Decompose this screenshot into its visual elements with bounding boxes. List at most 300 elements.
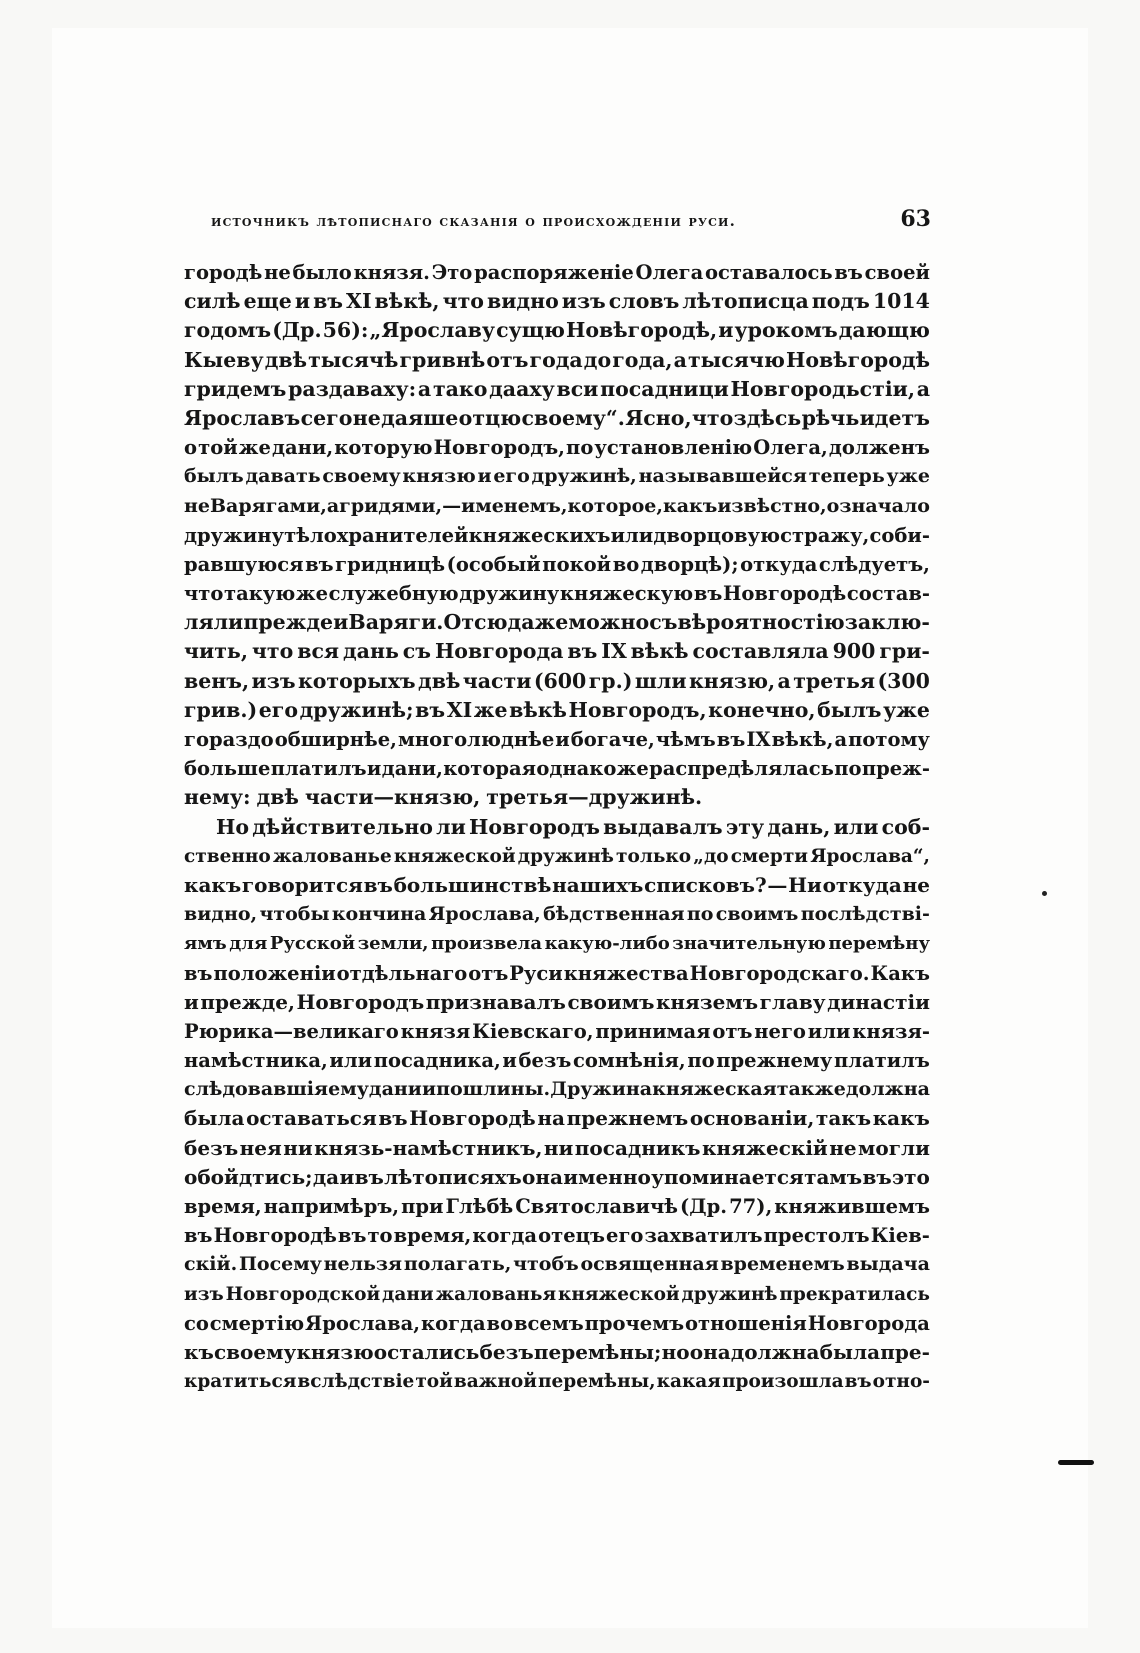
- text-line: [184, 346, 930, 375]
- word: словъ: [608, 289, 680, 314]
- word: покой: [542, 552, 612, 576]
- word: дружинѣ;: [299, 697, 414, 722]
- word: время,: [393, 1224, 472, 1248]
- word: князь-намѣстникъ,: [314, 1135, 543, 1160]
- word: послѣдстві-: [800, 903, 930, 926]
- word: вѣкѣ: [630, 639, 689, 664]
- word: гр.): [588, 668, 633, 693]
- text-line: [184, 1367, 930, 1396]
- word: князю,: [688, 668, 776, 693]
- text-line: [184, 1046, 930, 1075]
- word: Ярослава“,: [810, 845, 930, 867]
- word: многолюднѣе: [397, 728, 555, 751]
- word: соби-: [869, 523, 930, 547]
- word: не: [829, 1135, 857, 1160]
- word: гридемъ: [184, 376, 287, 401]
- word: и: [718, 318, 734, 343]
- word: династіи: [827, 989, 930, 1014]
- word: изъ: [184, 1283, 224, 1305]
- word: ли: [436, 814, 466, 839]
- word: откуда: [740, 552, 818, 576]
- word: 56):: [322, 318, 369, 343]
- word: съ: [402, 639, 432, 664]
- word: которое,: [567, 494, 663, 517]
- word: Новгородъ,: [433, 436, 565, 460]
- word: прежде: [243, 610, 334, 635]
- word: двѣ: [256, 785, 299, 810]
- word: она: [522, 1164, 563, 1189]
- word: въ: [337, 1224, 367, 1248]
- word: была: [184, 1106, 245, 1131]
- word: равшуюся: [184, 552, 304, 576]
- word: гривнѣ: [399, 347, 486, 372]
- word: тѣлохранителей: [284, 523, 469, 547]
- word: урокомъ: [734, 318, 838, 343]
- word: лѣтописяхъ: [384, 1164, 522, 1189]
- word: признавалъ: [425, 989, 566, 1014]
- word: составляла: [692, 639, 829, 664]
- word: посадникъ: [574, 1135, 701, 1160]
- word: 77),: [729, 1195, 773, 1218]
- word: Олега: [635, 261, 704, 284]
- word: престолъ: [763, 1224, 870, 1248]
- word: съ: [649, 610, 678, 635]
- word: раздаваху:: [288, 376, 417, 401]
- word: Русской: [269, 933, 356, 955]
- word: главу: [759, 989, 826, 1014]
- word: была: [819, 1339, 881, 1364]
- text-line: [184, 579, 930, 608]
- word: должна: [730, 1339, 820, 1364]
- word: къ: [184, 1339, 214, 1364]
- word: дань,: [767, 814, 831, 839]
- word: что: [442, 289, 484, 314]
- word: прекратилась: [779, 1283, 930, 1305]
- word: отношенія: [685, 1311, 807, 1335]
- word: въ: [184, 1224, 213, 1248]
- running-title: источникъ лѣтописнаго сказанія о происхожденіи руси.: [211, 212, 737, 230]
- word: Новгородской: [225, 1283, 381, 1305]
- word: дружинѣ,: [531, 465, 637, 488]
- word: нашихъ: [552, 872, 644, 897]
- word: богаче,: [570, 728, 655, 751]
- word: въ: [567, 639, 598, 664]
- word: перемѣну: [828, 933, 930, 955]
- word: Ясно,: [625, 405, 692, 430]
- word: нему:: [184, 785, 251, 810]
- word: лѣтописца: [682, 289, 809, 314]
- word: отъ: [486, 347, 529, 372]
- word: такую: [224, 582, 296, 606]
- word: его: [606, 1224, 644, 1248]
- word: XI: [446, 697, 473, 722]
- word: выдача: [846, 1253, 930, 1276]
- text-line: [184, 1221, 930, 1250]
- word: своимъ: [715, 903, 799, 926]
- word: силѣ: [184, 289, 241, 314]
- word: Ярослава,: [305, 1311, 421, 1335]
- word: отъ: [712, 1019, 753, 1043]
- text-line: [184, 667, 930, 696]
- word: прежнему: [716, 1049, 833, 1073]
- word: гри-: [879, 639, 930, 664]
- word: произошла: [721, 1371, 844, 1393]
- word: части—князю,: [304, 785, 481, 810]
- word: оставаться: [246, 1106, 377, 1131]
- text-line: [184, 462, 930, 491]
- word: или: [329, 1049, 373, 1073]
- word: бѣдственная: [543, 903, 685, 926]
- word: по: [834, 757, 862, 781]
- text-line: [184, 871, 930, 900]
- word: дани: [368, 1078, 422, 1101]
- word: больше: [184, 757, 271, 781]
- word: той: [198, 436, 238, 460]
- word: прежнемъ: [566, 1106, 689, 1131]
- word: Новгородьстіи,: [730, 376, 915, 401]
- word: какъ: [184, 872, 242, 897]
- word: XI: [346, 289, 372, 314]
- word: Новгородскаго.: [689, 961, 870, 985]
- word: не: [184, 494, 210, 517]
- word: былъ: [817, 697, 882, 722]
- word: перемѣны,: [537, 1371, 656, 1393]
- word: установленію: [594, 436, 753, 460]
- word: Но: [216, 814, 250, 839]
- word: было: [292, 261, 352, 284]
- word: а: [777, 668, 791, 693]
- word: кончина: [331, 903, 427, 926]
- text-line: [184, 433, 930, 462]
- word: Новгородѣ: [213, 1224, 337, 1248]
- word: изъ: [561, 289, 606, 314]
- word: дворцовую: [653, 523, 781, 547]
- text-line: [184, 1017, 930, 1046]
- word: но: [661, 1339, 690, 1364]
- text-line: [184, 1163, 930, 1192]
- word: какъ: [872, 1106, 930, 1131]
- word: отцю: [458, 405, 522, 430]
- word: изъ: [251, 668, 296, 693]
- word: князя.: [353, 261, 430, 284]
- word: IX: [746, 728, 771, 751]
- word: грив.): [184, 697, 258, 722]
- word: же: [616, 757, 649, 781]
- word: и: [502, 1049, 517, 1073]
- word: только: [616, 845, 692, 867]
- word: уже: [883, 697, 930, 722]
- word: Это: [431, 261, 473, 284]
- word: Какъ: [870, 961, 930, 985]
- word: вѣроятностію: [677, 610, 845, 635]
- word: а: [326, 494, 340, 517]
- word: конечно,: [708, 697, 816, 722]
- word: платилъ: [833, 1049, 930, 1073]
- word: (600: [533, 668, 587, 693]
- word: когда: [472, 1224, 538, 1248]
- word: состав-: [846, 582, 930, 606]
- text-line: [184, 754, 930, 783]
- word: (Др.: [272, 318, 322, 343]
- word: въ: [834, 261, 863, 284]
- word: въ: [862, 1164, 892, 1189]
- word: преж-: [861, 757, 930, 781]
- word: двѣ: [418, 668, 461, 693]
- word: той: [415, 1371, 453, 1393]
- paragraph-1: [184, 258, 930, 813]
- word: распредѣлялась: [649, 757, 834, 781]
- word: своимъ: [567, 989, 655, 1014]
- text-line: [184, 492, 930, 521]
- word: или: [807, 1019, 851, 1043]
- word: захватилъ: [644, 1224, 763, 1248]
- word: произвела: [431, 933, 543, 955]
- word: что: [251, 639, 294, 664]
- word: и: [184, 989, 199, 1014]
- word: князя-: [852, 1019, 930, 1043]
- text-line: [184, 1075, 930, 1104]
- word: или: [610, 523, 654, 547]
- word: Варягами,: [210, 494, 327, 517]
- word: (особый: [446, 552, 541, 576]
- word: однако: [536, 757, 617, 781]
- word: въ: [305, 552, 334, 576]
- word: платилъ: [270, 757, 367, 781]
- word: смертію: [209, 1311, 305, 1335]
- word: въ: [415, 697, 446, 722]
- word: обойдтись;: [184, 1164, 313, 1189]
- word: отдѣльнаго: [336, 961, 468, 985]
- text-line: [184, 1250, 930, 1279]
- word: намѣстника,: [184, 1049, 328, 1073]
- text-line: [184, 1192, 930, 1221]
- word: Новгородъ,: [568, 697, 707, 722]
- word: и: [477, 465, 492, 488]
- word: Олега,: [753, 436, 828, 460]
- word: тысячѣ: [308, 347, 399, 372]
- word: своему: [322, 465, 401, 488]
- word: въ: [363, 872, 393, 897]
- word: которую: [334, 436, 433, 460]
- word: гораздо: [184, 728, 274, 751]
- word: и: [555, 728, 570, 751]
- word: дающю: [838, 318, 930, 343]
- text-line: [184, 1134, 930, 1163]
- word: полагать,: [403, 1253, 512, 1276]
- word: чить,: [184, 639, 248, 664]
- word: дружинѣ: [517, 845, 614, 867]
- word: года: [529, 347, 583, 372]
- word: а: [916, 376, 930, 401]
- word: вѣкѣ,: [374, 289, 440, 314]
- word: принимая: [595, 1019, 711, 1043]
- word: Новгорода: [807, 1311, 930, 1335]
- word: эту: [725, 814, 765, 839]
- word: княжеская: [652, 1078, 777, 1101]
- word: вси: [556, 376, 599, 401]
- word: шли: [634, 668, 687, 693]
- paragraph-2: [184, 813, 930, 1397]
- word: по: [566, 436, 594, 460]
- word: при: [401, 1195, 444, 1218]
- word: на: [537, 1106, 565, 1131]
- word: Новгорода: [434, 639, 564, 664]
- word: вся: [297, 639, 340, 664]
- word: именно: [563, 1164, 651, 1189]
- word: по: [686, 903, 714, 926]
- word: въ: [184, 961, 213, 985]
- word: дани,: [381, 757, 443, 781]
- word: посадници: [600, 376, 729, 401]
- word: а: [834, 728, 848, 751]
- word: откуда: [822, 872, 902, 897]
- word: Ни: [788, 872, 822, 897]
- word: ему: [328, 1078, 369, 1101]
- body-text: [184, 258, 930, 1396]
- word: что: [691, 405, 734, 430]
- word: значительную: [672, 933, 826, 955]
- text-line: [184, 988, 930, 1017]
- word: Кыеву: [184, 347, 264, 372]
- word: о: [184, 436, 198, 460]
- word: здѣсь: [733, 405, 802, 430]
- word: Дружина: [550, 1078, 653, 1101]
- word: могли: [858, 1135, 930, 1160]
- word: отъ: [468, 961, 509, 985]
- word: годомъ: [184, 318, 272, 343]
- text-line: [184, 813, 930, 842]
- word: чѣмъ: [655, 728, 716, 751]
- word: дружину: [459, 582, 560, 606]
- text-line: [184, 258, 930, 287]
- word: и: [339, 1164, 355, 1189]
- word: же: [534, 610, 569, 635]
- word: земли,: [357, 933, 429, 955]
- word: дворцѣ);: [640, 552, 739, 576]
- word: въ: [354, 1164, 384, 1189]
- word: же: [473, 697, 508, 722]
- word: княжескій: [701, 1135, 828, 1160]
- word: венъ,: [184, 668, 250, 693]
- text-line: [184, 696, 930, 725]
- word: дѣйствительно: [252, 814, 433, 839]
- word: Новгородѣ: [409, 1106, 536, 1131]
- word: Руси: [509, 961, 563, 985]
- word: князя: [400, 1019, 471, 1043]
- word: княжескихъ: [468, 523, 611, 547]
- word: Ярослава,: [428, 903, 541, 926]
- word: выдавалъ: [603, 814, 723, 839]
- word: чтобъ: [513, 1253, 579, 1276]
- word: когда: [420, 1311, 486, 1335]
- word: Новѣгородѣ,: [565, 318, 718, 343]
- word: ни: [543, 1135, 574, 1160]
- word: отно-: [872, 1371, 930, 1393]
- word: со: [184, 1311, 209, 1335]
- word: даяше: [381, 405, 459, 430]
- word: пре-: [880, 1339, 930, 1364]
- word: рѣчь: [801, 405, 860, 430]
- word: Кіев-: [870, 1224, 930, 1248]
- text-line: [184, 404, 930, 433]
- word: вслѣдствіе: [297, 1371, 415, 1393]
- word: перемѣны;: [533, 1339, 662, 1364]
- word: слѣдовавшія: [184, 1078, 329, 1101]
- word: и: [366, 757, 382, 781]
- word: же: [238, 436, 271, 460]
- word: Ярославъ: [184, 405, 301, 430]
- text-line: [184, 929, 930, 958]
- word: основаніи,: [689, 1106, 815, 1131]
- word: 1014: [872, 289, 930, 314]
- word: то: [367, 1224, 393, 1248]
- word: безъ: [479, 1339, 534, 1364]
- word: время,: [184, 1195, 262, 1218]
- word: чтобы: [259, 903, 330, 926]
- word: княжеской: [393, 845, 516, 867]
- word: (300: [877, 668, 930, 693]
- word: княземъ: [655, 989, 759, 1014]
- word: скій.: [184, 1253, 238, 1276]
- word: безъ: [184, 1135, 239, 1160]
- word: и: [333, 610, 349, 635]
- word: Посему: [238, 1253, 322, 1276]
- word: нея: [239, 1135, 282, 1160]
- text-line: [184, 1104, 930, 1133]
- text-line: [184, 637, 930, 666]
- text-line: [184, 1338, 930, 1367]
- word: третья: [793, 668, 876, 693]
- word: въ: [844, 1371, 872, 1393]
- word: сущю: [496, 318, 565, 343]
- word: важной: [453, 1371, 537, 1393]
- word: Глѣбѣ: [445, 1195, 514, 1218]
- word: тако: [432, 376, 488, 401]
- word: положеніи: [213, 961, 336, 985]
- word: ямъ: [184, 933, 227, 955]
- word: видно,: [184, 903, 258, 926]
- word: какая: [656, 1371, 721, 1393]
- word: обширнѣе,: [274, 728, 397, 751]
- word: вѣкѣ,: [771, 728, 834, 751]
- word: и: [294, 289, 311, 314]
- word: временемъ: [720, 1253, 845, 1276]
- word: по: [687, 1049, 715, 1073]
- word: еще: [243, 289, 292, 314]
- word: говорится: [241, 872, 363, 897]
- word: служебную: [328, 582, 459, 606]
- word: дружину: [184, 523, 285, 547]
- word: дааху: [489, 376, 555, 401]
- word: распоряженіе: [474, 261, 634, 284]
- word: не: [264, 261, 291, 284]
- word: дань: [343, 639, 399, 664]
- word: кратиться: [184, 1371, 297, 1393]
- word: не: [352, 405, 381, 430]
- word: Новгородъ: [296, 989, 425, 1014]
- word: его: [493, 465, 530, 488]
- word: тысячю: [687, 347, 785, 372]
- scan-mark: [1058, 1460, 1094, 1465]
- word: видно: [486, 289, 559, 314]
- word: прежде,: [200, 989, 295, 1014]
- word: Новгородѣ: [722, 582, 847, 606]
- word: должна: [845, 1078, 930, 1101]
- word: части: [462, 668, 532, 693]
- word: ни: [283, 1135, 313, 1160]
- word: посадника,: [373, 1049, 501, 1073]
- word: своему“.: [521, 405, 625, 430]
